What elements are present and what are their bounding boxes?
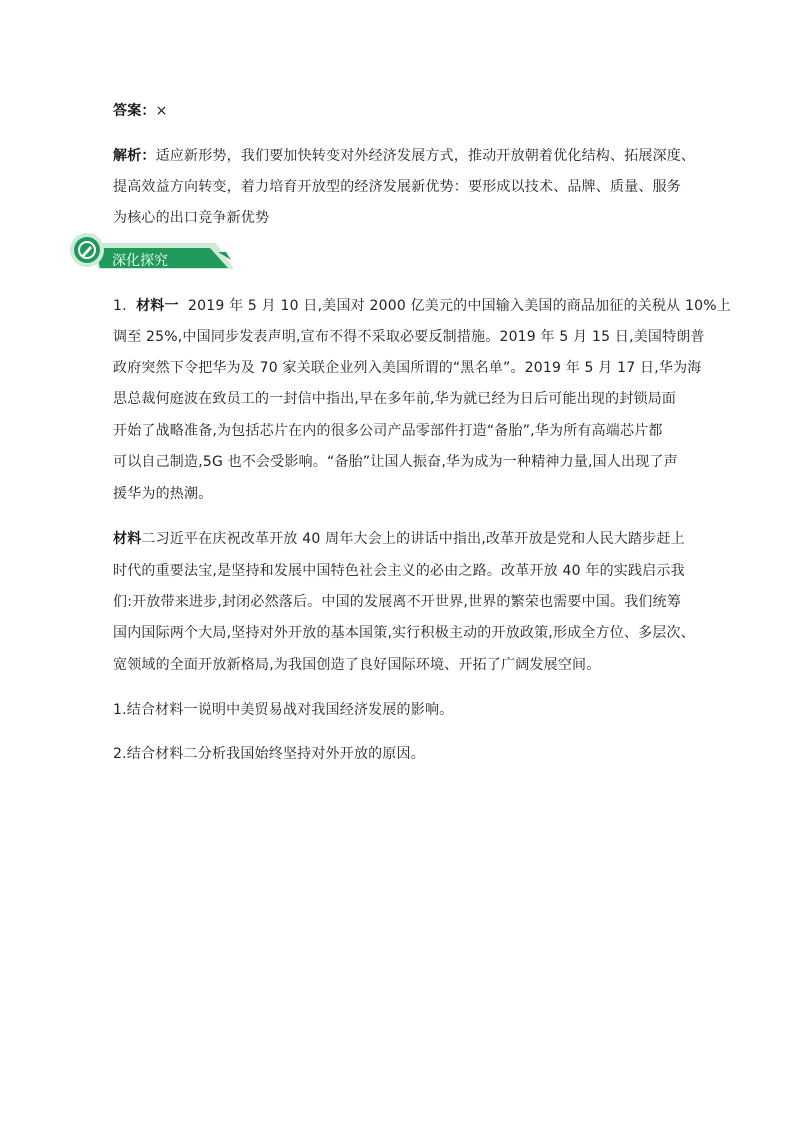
analysis-line-1 — [113, 146, 695, 166]
material2-line-3: 们:开放带来进步,封闭必然落后。中国的发展离不开世界,世界的繁荣也需要中国。我们统筹 — [113, 594, 682, 610]
answer-line — [113, 101, 168, 121]
section-banner — [68, 232, 238, 272]
material1-line-4: 思总裁何庭波在致员工的一封信中指出,早在多年前,华为就已经为日后可能出现的封锁局面 — [113, 391, 677, 407]
material1-label: 材料一 — [136, 298, 179, 314]
material1-line-5: 开始了战略准备,为包括芯片在内的很多公司产品零部件打造“备胎”,华为所有高端芯片都 — [113, 423, 663, 439]
analysis-line-2: 提高效益方向转变，着力培育开放型的经济发展新优势：要形成以技术、品牌、质量、服务 — [113, 179, 681, 195]
material1-line-6: 可以自己制造,5G 也不会受影响。“备胎”让国人振奋,华为成为一种精神力量,国人出现了声 — [113, 454, 678, 470]
material1-line-1 — [113, 296, 731, 316]
material2-line-5: 宽领域的全面开放新格局,为我国创造了良好国际环境、开拓了广阔发展空间。 — [113, 657, 601, 673]
material1-text-1: 2019 年 5 月 10 日,美国对 2000 亿美元的中国输入美国的商品加征的关税从 10%上 — [188, 298, 731, 314]
material2-text-1: 二习近平在庆祝改革开放 40 周年大会上的讲话中指出,改革开放是党和人民大踏步赶上 — [141, 531, 685, 547]
analysis-line-3: 为核心的出口竞争新优势 — [113, 210, 270, 226]
material1-line-2: 调至 25%,中国同步发表声明,宣布不得不采取必要反制措施。2019 年 5 月 15 日,美国特朗普 — [113, 329, 705, 345]
analysis-label: 解析： — [113, 148, 156, 164]
material2-line-2: 时代的重要法宝,是坚持和发展中国特色社会主义的必由之路。改革开放 40 年的实践启示我 — [113, 563, 685, 579]
material2-line-4: 国内国际两个大局,坚持对外开放的基本国策,实行积极主动的开放政策,形成全方位、多层次、 — [113, 625, 695, 641]
analysis-text-1: 适应新形势，我们要加快转变对外经济发展方式，推动开放朝着优化结构、拓展深度、 — [155, 148, 696, 164]
section-title: 深化探究 — [112, 253, 168, 269]
material1-number: 1. — [113, 298, 127, 314]
material2-label: 材料 — [113, 531, 142, 547]
question-1: 1.结合材料一说明中美贸易战对我国经济发展的影响。 — [113, 702, 454, 718]
answer-value: × — [155, 103, 168, 119]
answer-label: 答案： — [113, 103, 156, 119]
material2-line-1 — [113, 529, 685, 549]
question-2: 2.结合材料二分析我国始终坚持对外开放的原因。 — [113, 746, 425, 762]
material1-line-3: 政府突然下令把华为及 70 家关联企业列入美国所谓的“黑名单”。2019 年 5 月 17 日,华为海 — [113, 360, 702, 376]
material1-line-7: 援华为的热潮。 — [113, 486, 213, 502]
